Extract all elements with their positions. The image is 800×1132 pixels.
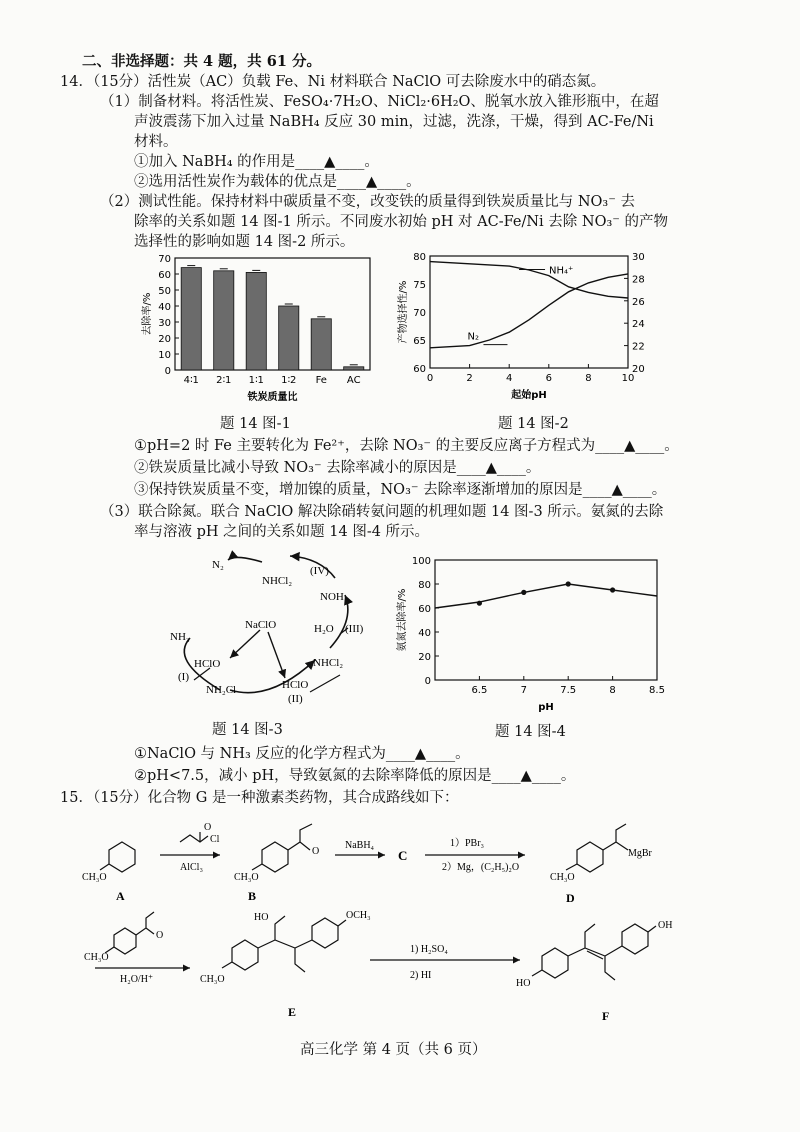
fig2-ytick-right-label: 24 [632,319,645,331]
fig2-plot-frame [430,256,628,368]
label-step1: (I) [178,671,189,683]
fig4-xtick-label: 7.5 [560,685,577,696]
fig14-4-caption: 题 14 图-4 [495,724,566,740]
fig4-plot-frame [435,560,657,680]
scheme-ho-f: HO [516,978,531,989]
fig4-ytick-label: 60 [418,604,431,615]
arc-to-n2 [228,557,262,562]
ring-f-right [622,924,648,954]
scheme-alcl3: AlCl₃ [180,862,203,873]
fig4-xtick-label: 7 [520,685,527,696]
label-nh3: NH₃ [170,631,190,643]
scheme-ch3o-e: CH₃O [200,974,225,985]
fig4-ylabel: 氨氮去除率/% [397,588,408,652]
scheme-ch3o-b: CH₃O [234,872,259,883]
scheme-label-e: E [288,1005,297,1019]
scheme-label-f: F [602,1009,610,1023]
ring-d [577,842,603,872]
q14-p3-line2: 率与溶液 pH 之间的关系如题 14 图-4 所示。 [134,524,430,540]
fig2-xtick-label: 2 [466,373,473,384]
fig2-xtick-label: 0 [426,373,434,384]
fig1-bar [279,306,299,370]
fig1-ytick-label: 10 [158,350,171,361]
q14-p2-question2: ②铁炭质量比减小导致 NO₃⁻ 去除率减小的原因是____▲____。 [134,460,541,476]
q14-p1-question2: ②选用活性炭作为载体的优点是____▲____。 [134,174,421,190]
label-hclo-bottom: HClO [282,679,309,691]
page-footer: 高三化学 第 4 页（共 6 页） [300,1042,487,1058]
scheme-ch3o-d: CH₃O [550,872,575,883]
scheme-oh-f: OH [658,920,673,931]
fig1-xlabel: 铁炭质量比 [247,392,298,403]
fig2-ytick-left-label: 75 [413,280,426,291]
scheme-label-a: A [116,889,125,903]
fig2-xtick-label: 6 [545,373,552,384]
q14-p3-line1: （3）联合除氮。联合 NaClO 解决除硝转氨问题的机理如题 14 图-3 所示。氨氮的去除 [100,504,664,520]
scheme-o-reagent: O [204,822,212,833]
label-nhcl2-top: NHCl₂ [262,575,293,587]
fig4-ytick-label: 80 [418,580,431,591]
fig2-label-n2: N₂ [467,331,479,343]
fig1-xtick-label: 2∶1 [216,375,232,386]
fig1-plot-frame [175,258,370,370]
naclo-arrow-bottom [268,632,285,678]
ring-b [262,842,288,872]
ring-f-left [542,948,568,978]
fig2-ytick-right-label: 30 [632,252,645,263]
fig4-ytick-label: 100 [411,556,431,567]
q14-intro: 14．（15分）活性炭（AC）负载 Fe、Ni 材料联合 NaClO 可去除废水中的硝态氮。 [60,74,606,90]
fig4-xtick-label: 6.5 [471,685,488,696]
fig2-xlabel: 起始pH [511,390,547,401]
fig14-3-mechanism-diagram [150,550,390,710]
q14-p2-question3: ③保持铁炭质量不变，增加镍的质量，NO₃⁻ 去除率逐渐增加的原因是____▲____。 [134,482,667,498]
fig4-data-point [521,590,526,595]
fig4-xtick-label: 8.5 [649,685,665,696]
fig1-ylabel: 去除率/% [142,292,153,336]
q14-p1-line1: （1）制备材料。将活性炭、FeSO₄·7H₂O、NiCl₂·6H₂O、脱氧水放入锥形瓶中，在超 [100,94,659,110]
q14-p1-question1: ①加入 NaBH₄ 的作用是____▲____。 [134,154,379,170]
label-step3: (III) [345,623,364,635]
fig1-bar [181,268,201,370]
section-header: 二、非选择题：共 4 题，共 61 分。 [82,53,321,70]
scheme-mgbr: MgBr [628,848,652,859]
scheme-pbr3: 1）PBr₃ [450,838,485,849]
fig1-xtick-label: 1∶2 [281,375,297,386]
fig4-ytick-label: 0 [424,676,431,687]
q14-p2-line1: （2）测试性能。保持材料中碳质量不变，改变铁的质量得到铁炭质量比与 NO₃⁻ 去 [100,194,635,210]
naclo-arrow-left [230,630,260,658]
fig1-ytick-label: 70 [158,254,171,265]
scheme-label-d: D [566,891,575,905]
q15-intro: 15．（15分）化合物 G 是一种激素类药物，其合成路线如下： [60,790,459,806]
fig2-ytick-right-label: 28 [632,274,645,286]
fig1-ytick-label: 0 [164,366,171,377]
fig2-ytick-left-label: 70 [413,308,426,319]
label-hclo-left: HClO [194,658,221,670]
fig1-xtick-label: Fe [315,375,327,386]
label-noh: NOH [320,591,344,603]
fig1-bar [344,367,364,370]
scheme-hi: 2) HI [410,970,432,981]
label-n2: N₂ [212,559,224,571]
q15-synthesis-scheme [80,820,720,1030]
fig1-bar [311,319,331,370]
fig14-4-line-chart [395,552,675,720]
fig1-bar [214,271,234,370]
fig2-ytick-right-label: 20 [632,364,645,375]
fig2-series-n2 [430,274,628,348]
q14-p1-line3: 材料。 [134,134,178,150]
scheme-o-reagent2: O [156,930,164,941]
fig2-ytick-left-label: 80 [413,252,426,263]
q14-p3-question2: ②pH<7.5，减小 pH，导致氨氮的去除率降低的原因是____▲____。 [134,768,576,784]
fig14-3-caption: 题 14 图-3 [212,722,283,738]
fig1-xtick-label: AC [346,375,361,386]
fig14-2-caption: 题 14 图-2 [498,416,569,432]
fig1-ytick-label: 20 [158,334,171,345]
fig1-ytick-label: 40 [158,302,171,313]
fig4-ytick-label: 40 [418,628,431,639]
scheme-nabh4: NaBH₄ [345,840,375,851]
q14-p1-line2: 声波震荡下加入过量 NaBH₄ 反应 30 min，过滤，洗涤，干燥，得到 AC-Fe/Ni [134,114,654,130]
fig2-ytick-left-label: 65 [413,336,426,347]
fig4-series-line [435,584,657,608]
label-step4: (IV) [310,565,329,577]
label-naclo: NaClO [245,619,277,631]
scheme-label-c: C [398,848,408,863]
fig2-xtick-label: 8 [585,373,592,384]
scheme-ch3o-a: CH₃O [82,872,107,883]
scheme-mg: 2）Mg，(C₂H₅)₂O [442,862,520,873]
fig2-ytick-right-label: 26 [632,296,645,308]
scheme-och3-e: OCH₃ [346,910,371,921]
q14-p2-line2: 除率的关系如题 14 图-1 所示。不同废水初始 pH 对 AC-Fe/Ni 去除 NO₃⁻ 的产物 [134,214,669,230]
label-step2: (II) [288,693,303,705]
label-nh2cl: NH₂Cl [206,684,237,696]
fig2-label-nh4: NH₄⁺ [549,265,574,277]
fig1-bar [246,272,266,370]
fig2-ytick-left-label: 60 [413,364,426,375]
fig1-ytick-label: 50 [158,286,171,297]
scheme-ho-e: HO [254,912,269,923]
ring-reagent2 [114,928,136,954]
fig14-1-bar-chart [140,250,385,405]
ring-e-right [312,918,338,948]
fig14-2-line-chart [400,250,670,405]
ring-a [109,842,135,872]
fig2-xtick-label: 4 [506,373,513,384]
hclo-bottom-link [310,675,340,692]
ring-e-left [232,940,258,970]
fig1-ytick-label: 30 [158,318,171,329]
scheme-label-b: B [248,889,257,903]
fig1-xtick-label: 4∶1 [183,375,199,386]
q14-p3-question1: ①NaClO 与 NH₃ 反应的化学方程式为____▲____。 [134,746,470,762]
scheme-ch3o-reagent2: CH₃O [84,952,109,963]
fig4-ytick-label: 20 [418,652,431,663]
fig14-1-caption: 题 14 图-1 [220,416,291,432]
fig2-ytick-right-label: 22 [632,341,645,353]
q14-p2-line3: 选择性的影响如题 14 图-2 所示。 [134,234,355,250]
scheme-o-b: O [312,846,320,857]
scheme-h2o-h: H₂O/H⁺ [120,974,154,985]
fig4-xlabel: pH [538,702,554,713]
scheme-cl: Cl [210,834,220,845]
fig2-xtick-label: 10 [621,373,635,384]
fig4-data-point [610,587,615,592]
fig4-data-point [477,601,482,606]
fig4-data-point [566,581,571,586]
q14-p2-question1: ①pH=2 时 Fe 主要转化为 Fe²⁺，去除 NO₃⁻ 的主要反应离子方程式为____▲____。 [134,438,679,454]
fig2-ylabel: 产物选择性/% [398,280,409,344]
fig1-xtick-label: 1∶1 [248,375,264,386]
fig4-xtick-label: 8 [609,685,616,696]
label-nhcl2-right: NHCl₂ [313,657,344,669]
label-h2o: H₂O [314,623,334,635]
fig1-ytick-label: 60 [158,270,171,281]
scheme-h2so4: 1) H₂SO₄ [410,944,448,955]
